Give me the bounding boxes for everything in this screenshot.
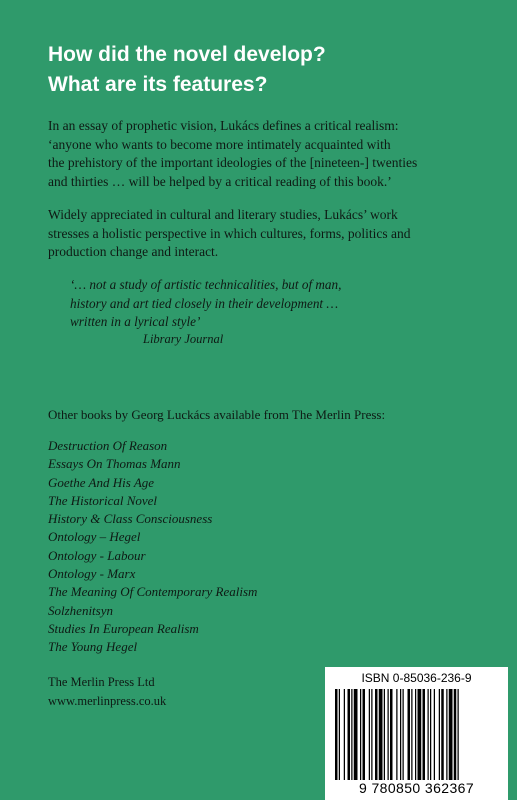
book-title: Ontology – Hegel <box>48 529 141 545</box>
text-line: In an essay of prophetic vision, Lukács defines a critical realism: <box>48 118 399 133</box>
book-title: The Young Hegel <box>48 639 138 655</box>
quote-source: Library Journal <box>143 332 224 346</box>
text-line: the prehistory of the important ideologies of the [nineteen-] twenties <box>48 155 418 170</box>
text-line: ‘anyone who wants to become more intimately acquainted with <box>48 136 391 152</box>
publisher-name: The Merlin Press Ltd <box>48 675 155 689</box>
quote-line: history and art tied closely in their development … <box>70 295 339 311</box>
back-cover-heading <box>48 40 326 100</box>
book-title: Ontology - Labour <box>48 547 146 563</box>
book-title: Essays On Thomas Mann <box>48 456 181 472</box>
review-quote <box>70 276 470 332</box>
text-line: stresses a holistic perspective in which cultures, forms, politics and <box>48 225 411 241</box>
barcode-digits: 9 780850 362367 <box>325 780 508 796</box>
publisher-website: www.merlinpress.co.uk <box>48 694 167 708</box>
book-title: Destruction Of Reason <box>48 438 168 453</box>
barcode-bars <box>335 689 498 781</box>
text-line: production change and interact. <box>48 244 219 259</box>
book-title: Studies In European Realism <box>48 620 199 636</box>
book-title: Solzhenitsyn <box>48 602 113 618</box>
barcode-panel <box>325 667 508 800</box>
text-line: and thirties … will be helped by a critical reading of this book.’ <box>48 173 392 189</box>
other-books-list <box>48 437 257 657</box>
book-title: The Historical Novel <box>48 492 158 508</box>
other-books-intro: Other books by Georg Luckács available from The Merlin Press: <box>48 407 386 422</box>
text-line: Widely appreciated in cultural and literary studies, Lukács’ work <box>48 207 398 222</box>
publisher-info <box>48 673 166 711</box>
heading-line-1: How did the novel develop? <box>48 43 326 66</box>
quote-line: written in a lyrical style’ <box>70 314 201 329</box>
book-title: Ontology - Marx <box>48 566 136 582</box>
quote-line: ‘… not a study of artistic technicalities, but of man, <box>70 277 342 292</box>
book-title: History & Class Consciousness <box>48 511 213 527</box>
heading-line-2: What are its features? <box>48 73 268 96</box>
description-paragraph-1 <box>48 117 488 191</box>
description-paragraph-2 <box>48 206 488 262</box>
book-title: Goethe And His Age <box>48 474 155 490</box>
book-title: The Meaning Of Contemporary Realism <box>48 584 258 600</box>
isbn-label: ISBN 0-85036-236-9 <box>361 671 472 685</box>
